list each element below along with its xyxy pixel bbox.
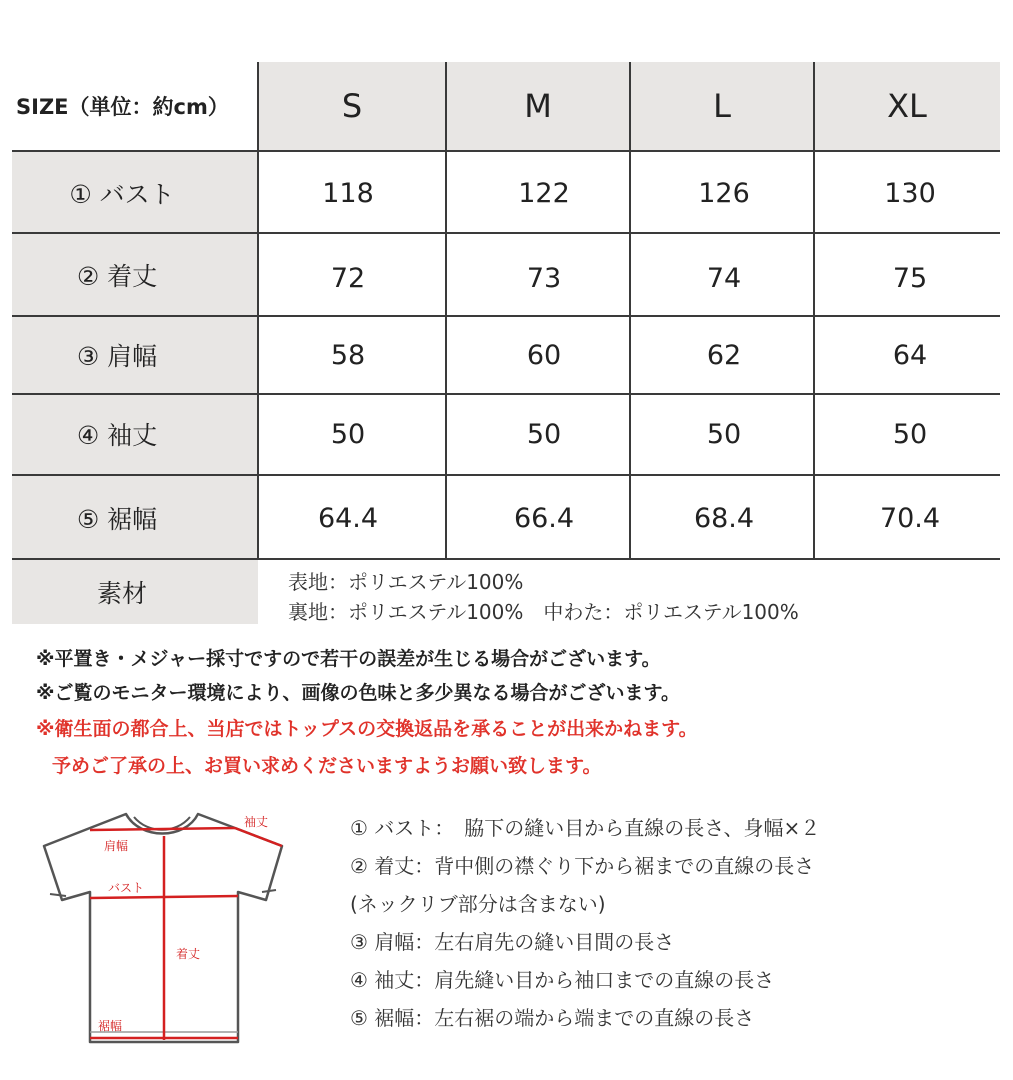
legend-length-note: (ネックリブ部分は含まない) bbox=[350, 892, 606, 916]
row-label-hem: ⑤ 裾幅 bbox=[76, 505, 158, 534]
legend-length: ② 着丈：背中側の襟ぐり下から裾までの直線の長さ bbox=[350, 854, 815, 878]
size-l-header: L bbox=[713, 87, 731, 125]
sleeve-label: 袖丈 bbox=[244, 815, 269, 829]
table-cell: 75 bbox=[892, 262, 928, 294]
table-cell: 126 bbox=[698, 177, 750, 209]
table-cell: 62 bbox=[706, 339, 742, 371]
legend-bust: ① バスト： 脇下の縫い目から直線の長さ、身幅×２ bbox=[350, 816, 821, 840]
note-measurement: ※平置き・メジャー採寸ですので若干の誤差が生じる場合がございます。 bbox=[36, 648, 661, 670]
size-m-header: M bbox=[524, 87, 552, 125]
bust-label: バスト bbox=[108, 881, 145, 895]
material-line-2: 裏地：ポリエステル100% 中わた：ポリエステル100% bbox=[288, 600, 799, 624]
table-divider bbox=[12, 393, 1000, 395]
table-divider bbox=[12, 315, 1000, 317]
table-cell: 72 bbox=[330, 262, 366, 294]
row-label-length: ② 着丈 bbox=[76, 262, 158, 291]
table-cell: 118 bbox=[322, 177, 374, 209]
length-label: 着丈 bbox=[176, 947, 201, 961]
table-cell: 74 bbox=[706, 262, 742, 294]
table-divider bbox=[12, 232, 1000, 234]
size-header-label: SIZE（単位：約cm） bbox=[16, 95, 229, 119]
table-divider bbox=[12, 558, 1000, 560]
legend-sleeve: ④ 袖丈：肩先縫い目から袖口までの直線の長さ bbox=[350, 968, 775, 992]
table-cell: 64.4 bbox=[317, 502, 379, 534]
table-divider bbox=[813, 62, 815, 558]
table-cell: 68.4 bbox=[693, 502, 755, 534]
row-label-sleeve: ④ 袖丈 bbox=[76, 421, 158, 450]
table-cell: 66.4 bbox=[513, 502, 575, 534]
table-cell: 50 bbox=[892, 418, 928, 450]
table-divider bbox=[257, 62, 259, 558]
legend-hem: ⑤ 裾幅：左右裾の端から端までの直線の長さ bbox=[350, 1006, 755, 1030]
table-cell: 130 bbox=[884, 177, 936, 209]
table-divider bbox=[12, 474, 1000, 476]
material-label: 素材 bbox=[96, 579, 147, 608]
material-line-1: 表地：ポリエステル100% bbox=[288, 570, 524, 594]
hem-label: 裾幅 bbox=[98, 1019, 123, 1033]
table-divider bbox=[629, 62, 631, 558]
size-s-header: S bbox=[341, 87, 363, 125]
legend-shoulder: ③ 肩幅：左右肩先の縫い目間の長さ bbox=[350, 930, 675, 954]
table-cell: 50 bbox=[706, 418, 742, 450]
table-cell: 73 bbox=[526, 262, 562, 294]
table-cell: 50 bbox=[526, 418, 562, 450]
shoulder-label: 肩幅 bbox=[104, 839, 129, 853]
table-cell: 58 bbox=[330, 339, 366, 371]
tshirt-measurement-diagram bbox=[30, 800, 300, 1050]
table-divider bbox=[445, 62, 447, 558]
table-cell: 70.4 bbox=[879, 502, 941, 534]
table-cell: 122 bbox=[518, 177, 570, 209]
size-xl-header: XL bbox=[887, 87, 927, 125]
table-cell: 50 bbox=[330, 418, 366, 450]
row-label-bust: ① バスト bbox=[69, 180, 175, 209]
table-divider bbox=[12, 150, 1000, 152]
table-cell: 60 bbox=[526, 339, 562, 371]
note-monitor: ※ご覧のモニター環境により、画像の色味と多少異なる場合がございます。 bbox=[36, 682, 680, 704]
note-acknowledge: 予めご了承の上、お買い求めくださいますようお願い致します。 bbox=[52, 755, 602, 777]
row-label-shoulder: ③ 肩幅 bbox=[76, 342, 158, 371]
note-no-returns: ※衛生面の都合上、当店ではトップスの交換返品を承ることが出来かねます。 bbox=[36, 718, 698, 740]
table-cell: 64 bbox=[892, 339, 928, 371]
